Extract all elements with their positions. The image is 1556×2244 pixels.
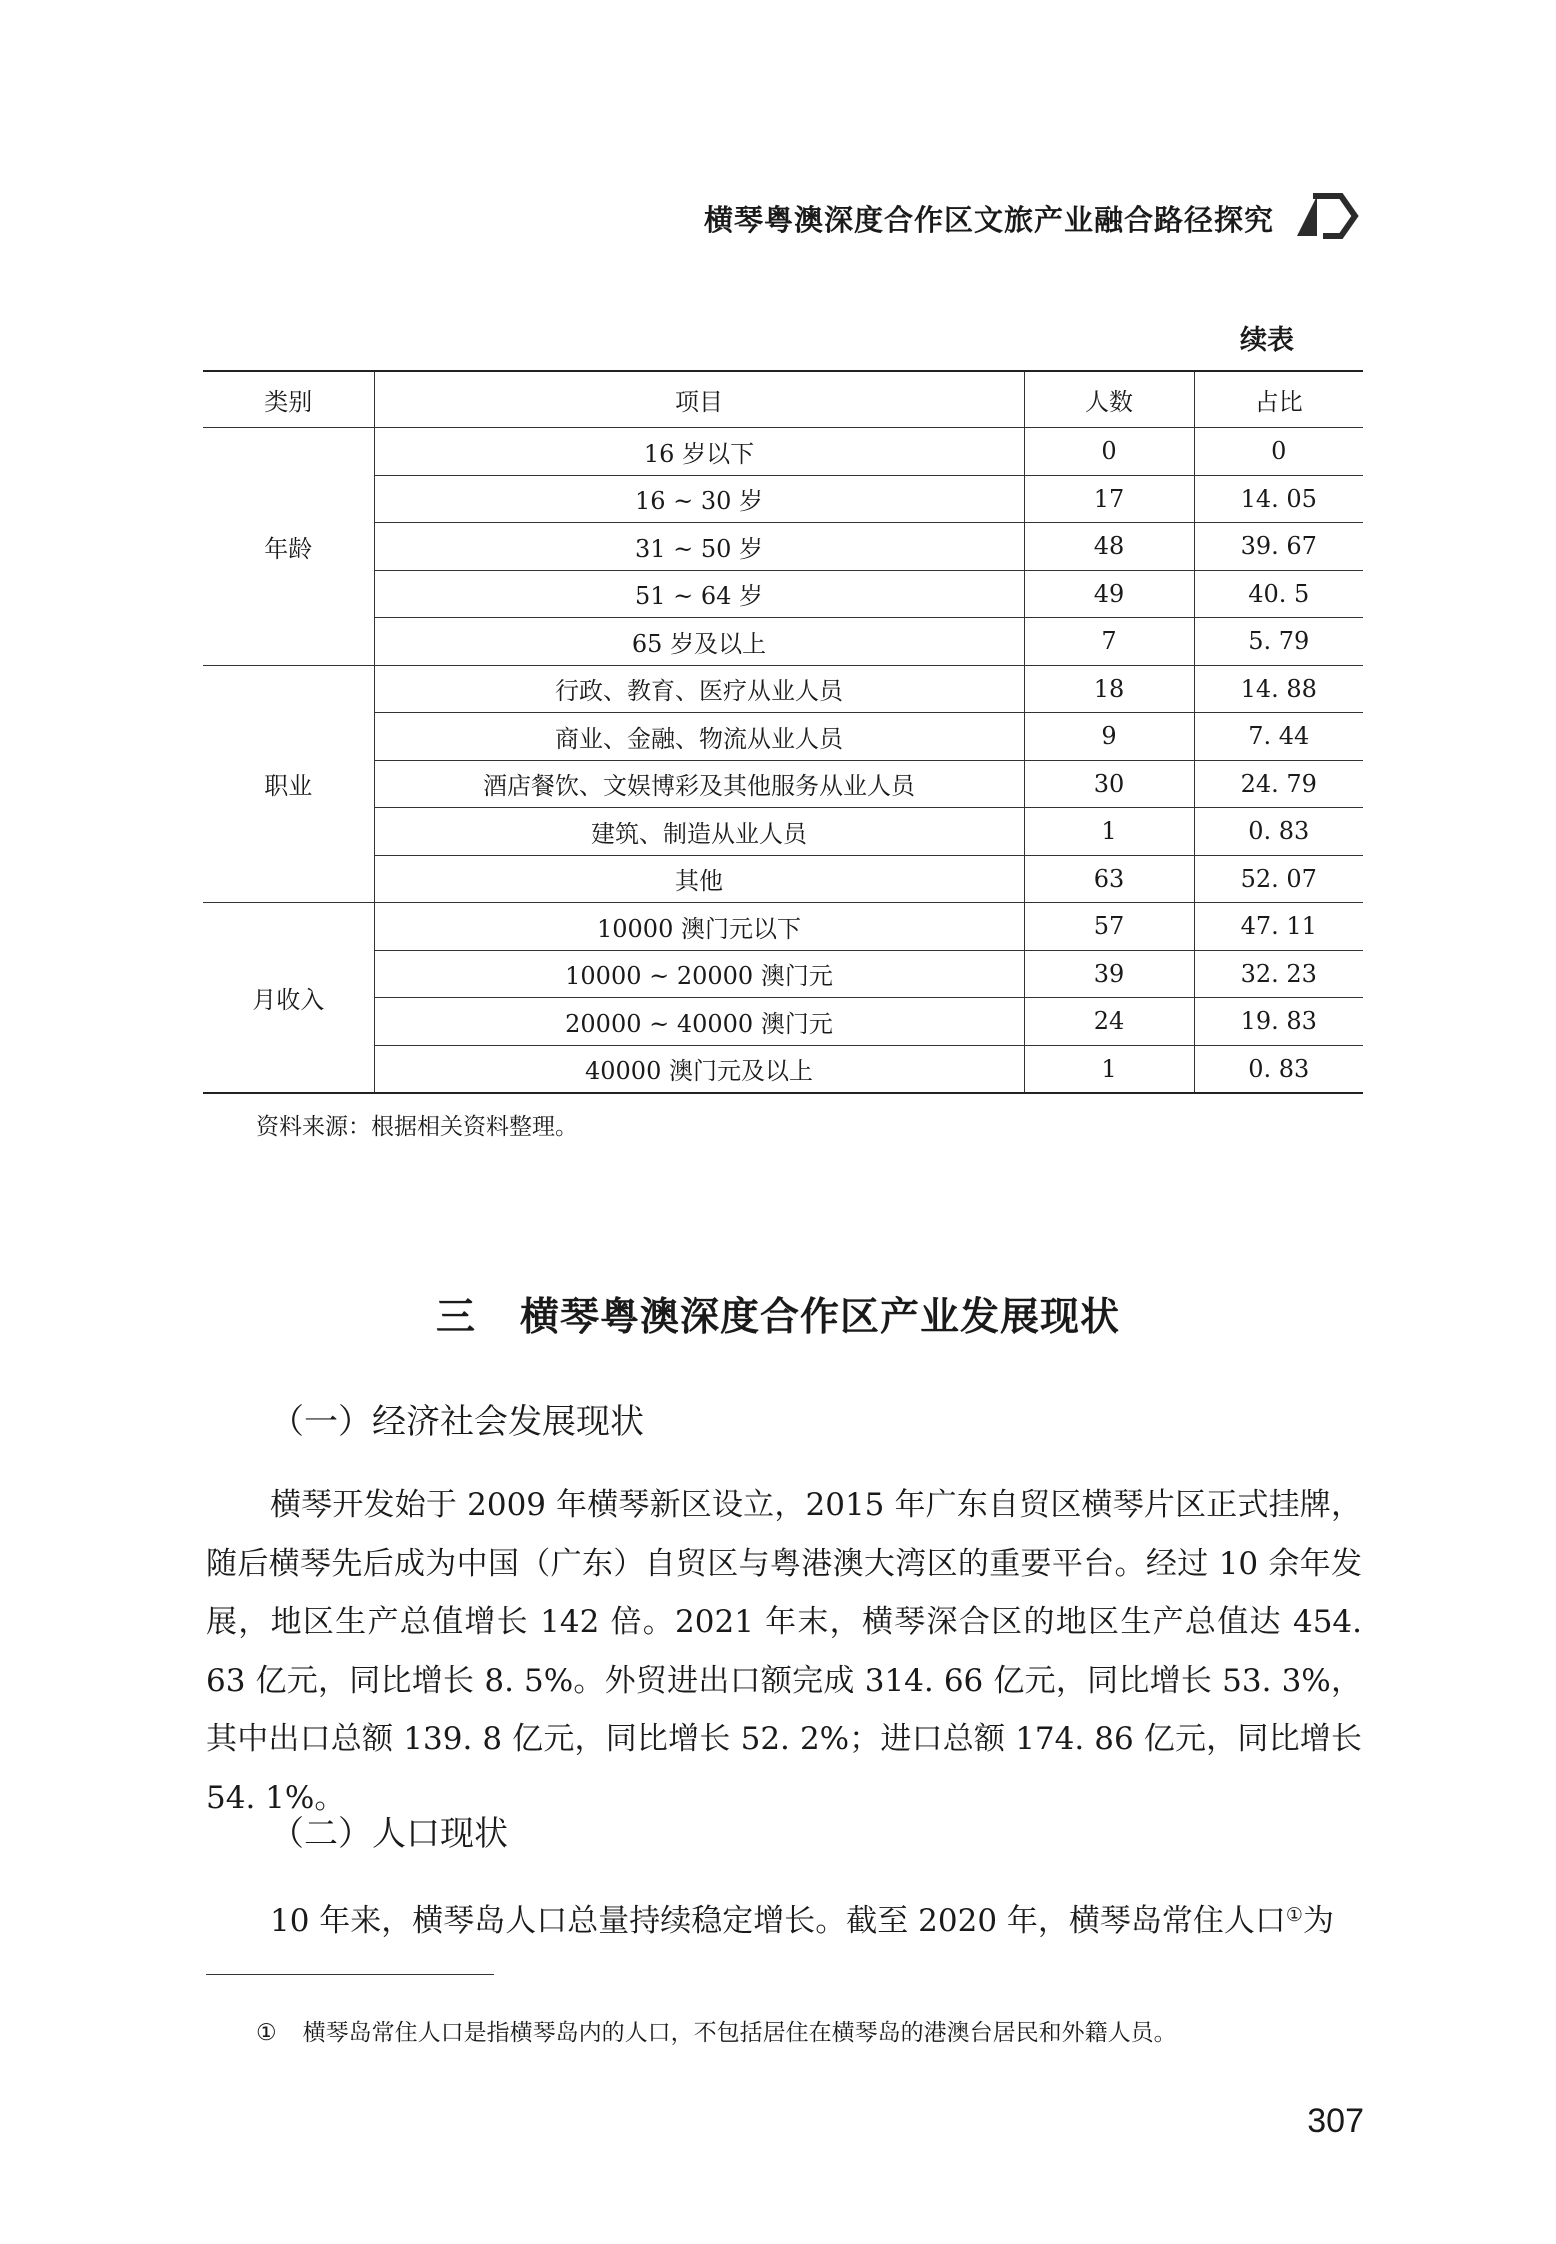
running-header-title: 横琴粤澳深度合作区文旅产业融合路径探究 bbox=[703, 203, 1274, 237]
count-cell: 9 bbox=[1024, 713, 1194, 761]
count-cell: 48 bbox=[1024, 523, 1194, 571]
statistics-table bbox=[203, 370, 1363, 1094]
item-cell: 51 ~ 64 岁 bbox=[374, 570, 1024, 618]
table-continued-label: 续表 bbox=[1240, 325, 1294, 356]
share-cell: 0. 83 bbox=[1194, 808, 1363, 856]
item-cell: 建筑、制造从业人员 bbox=[374, 808, 1024, 856]
share-cell: 5. 79 bbox=[1194, 618, 1363, 666]
share-cell: 40. 5 bbox=[1194, 570, 1363, 618]
table-row bbox=[203, 523, 1363, 571]
item-cell: 酒店餐饮、文娱博彩及其他服务从业人员 bbox=[374, 760, 1024, 808]
section-title: 横琴粤澳深度合作区产业发展现状 bbox=[520, 1295, 1121, 1340]
table-row bbox=[203, 570, 1363, 618]
item-cell: 65 岁及以上 bbox=[374, 618, 1024, 666]
table-row bbox=[203, 475, 1363, 523]
item-cell: 行政、教育、医疗从业人员 bbox=[374, 665, 1024, 713]
share-cell: 39. 67 bbox=[1194, 523, 1363, 571]
category-cell-occupation: 职业 bbox=[203, 665, 374, 903]
item-cell: 10000 澳门元以下 bbox=[374, 903, 1024, 951]
count-cell: 7 bbox=[1024, 618, 1194, 666]
table-row bbox=[203, 665, 1363, 713]
count-cell: 63 bbox=[1024, 855, 1194, 903]
footnote-reference[interactable]: ① bbox=[1285, 1904, 1303, 1926]
item-cell: 40000 澳门元及以上 bbox=[374, 1045, 1024, 1093]
footnote-mark: ① bbox=[256, 2020, 277, 2046]
paragraph-text-end: 为 bbox=[1302, 1903, 1334, 1939]
count-cell: 1 bbox=[1024, 808, 1194, 856]
table-row bbox=[203, 618, 1363, 666]
category-cell-income: 月收入 bbox=[203, 903, 374, 1094]
count-cell: 39 bbox=[1024, 950, 1194, 998]
table-row bbox=[203, 903, 1363, 951]
count-cell: 17 bbox=[1024, 475, 1194, 523]
count-cell: 30 bbox=[1024, 760, 1194, 808]
share-cell: 47. 11 bbox=[1194, 903, 1363, 951]
table-row bbox=[203, 713, 1363, 761]
item-cell: 31 ~ 50 岁 bbox=[374, 523, 1024, 571]
table-row bbox=[203, 950, 1363, 998]
subsection-heading-population: （二）人口现状 bbox=[270, 1814, 508, 1854]
share-cell: 24. 79 bbox=[1194, 760, 1363, 808]
share-cell: 0. 83 bbox=[1194, 1045, 1363, 1093]
table-header-row bbox=[203, 371, 1363, 428]
item-cell: 商业、金融、物流从业人员 bbox=[374, 713, 1024, 761]
section-number: 三 bbox=[435, 1295, 476, 1340]
table-row bbox=[203, 1045, 1363, 1093]
table-row bbox=[203, 428, 1363, 476]
share-cell: 14. 88 bbox=[1194, 665, 1363, 713]
book-logo-icon bbox=[1295, 188, 1361, 244]
section-heading bbox=[0, 1286, 1556, 1342]
column-header-item: 项目 bbox=[374, 371, 1024, 428]
share-cell: 14. 05 bbox=[1194, 475, 1363, 523]
item-cell: 16 岁以下 bbox=[374, 428, 1024, 476]
item-cell: 20000 ~ 40000 澳门元 bbox=[374, 998, 1024, 1046]
subsection-heading-economy: （一）经济社会发展现状 bbox=[270, 1402, 644, 1442]
count-cell: 49 bbox=[1024, 570, 1194, 618]
footnote-divider bbox=[206, 1974, 494, 1975]
count-cell: 0 bbox=[1024, 428, 1194, 476]
item-cell: 16 ~ 30 岁 bbox=[374, 475, 1024, 523]
footnote bbox=[256, 2014, 1177, 2047]
footnote-text: 横琴岛常住人口是指横琴岛内的人口，不包括居住在横琴岛的港澳台居民和外籍人员。 bbox=[302, 2020, 1177, 2046]
paragraph-text-start: 10 年来，横琴岛人口总量持续稳定增长。截至 2020 年，横琴岛常住人口 bbox=[270, 1903, 1286, 1939]
page-number: 307 bbox=[1307, 2102, 1364, 2140]
column-header-count: 人数 bbox=[1024, 371, 1194, 428]
count-cell: 24 bbox=[1024, 998, 1194, 1046]
paragraph-population bbox=[206, 1886, 1362, 1951]
category-cell-age: 年龄 bbox=[203, 428, 374, 666]
item-cell: 10000 ~ 20000 澳门元 bbox=[374, 950, 1024, 998]
column-header-share: 占比 bbox=[1194, 371, 1363, 428]
table-row bbox=[203, 998, 1363, 1046]
paragraph-text bbox=[206, 1886, 1362, 1951]
column-header-category: 类别 bbox=[203, 371, 374, 428]
table-row bbox=[203, 808, 1363, 856]
table-row bbox=[203, 855, 1363, 903]
share-cell: 52. 07 bbox=[1194, 855, 1363, 903]
paragraph-economy bbox=[206, 1476, 1362, 1827]
paragraph-text: 横琴开发始于 2009 年横琴新区设立，2015 年广东自贸区横琴片区正式挂牌，随后横琴先后成为中国（广东）自贸区与粤港澳大湾区的重要平台。经过 10 余年发展，地区生产总值增长 142 倍。2021 年末，横琴深合区的地区生产总值达 454. 63 亿元，同比增长 8. 5%。外贸进出口额完成 314. 66 亿元，同比增长 53. 3%，其中出口总额 139. 8 亿元，同比增长 52. 2%；进口总额 174. 86 亿元，同比增长 54. 1%。 bbox=[206, 1487, 1362, 1816]
share-cell: 19. 83 bbox=[1194, 998, 1363, 1046]
share-cell: 0 bbox=[1194, 428, 1363, 476]
share-cell: 32. 23 bbox=[1194, 950, 1363, 998]
count-cell: 1 bbox=[1024, 1045, 1194, 1093]
count-cell: 18 bbox=[1024, 665, 1194, 713]
table-source-note: 资料来源：根据相关资料整理。 bbox=[256, 1114, 578, 1140]
share-cell: 7. 44 bbox=[1194, 713, 1363, 761]
item-cell: 其他 bbox=[374, 855, 1024, 903]
table-row bbox=[203, 760, 1363, 808]
count-cell: 57 bbox=[1024, 903, 1194, 951]
